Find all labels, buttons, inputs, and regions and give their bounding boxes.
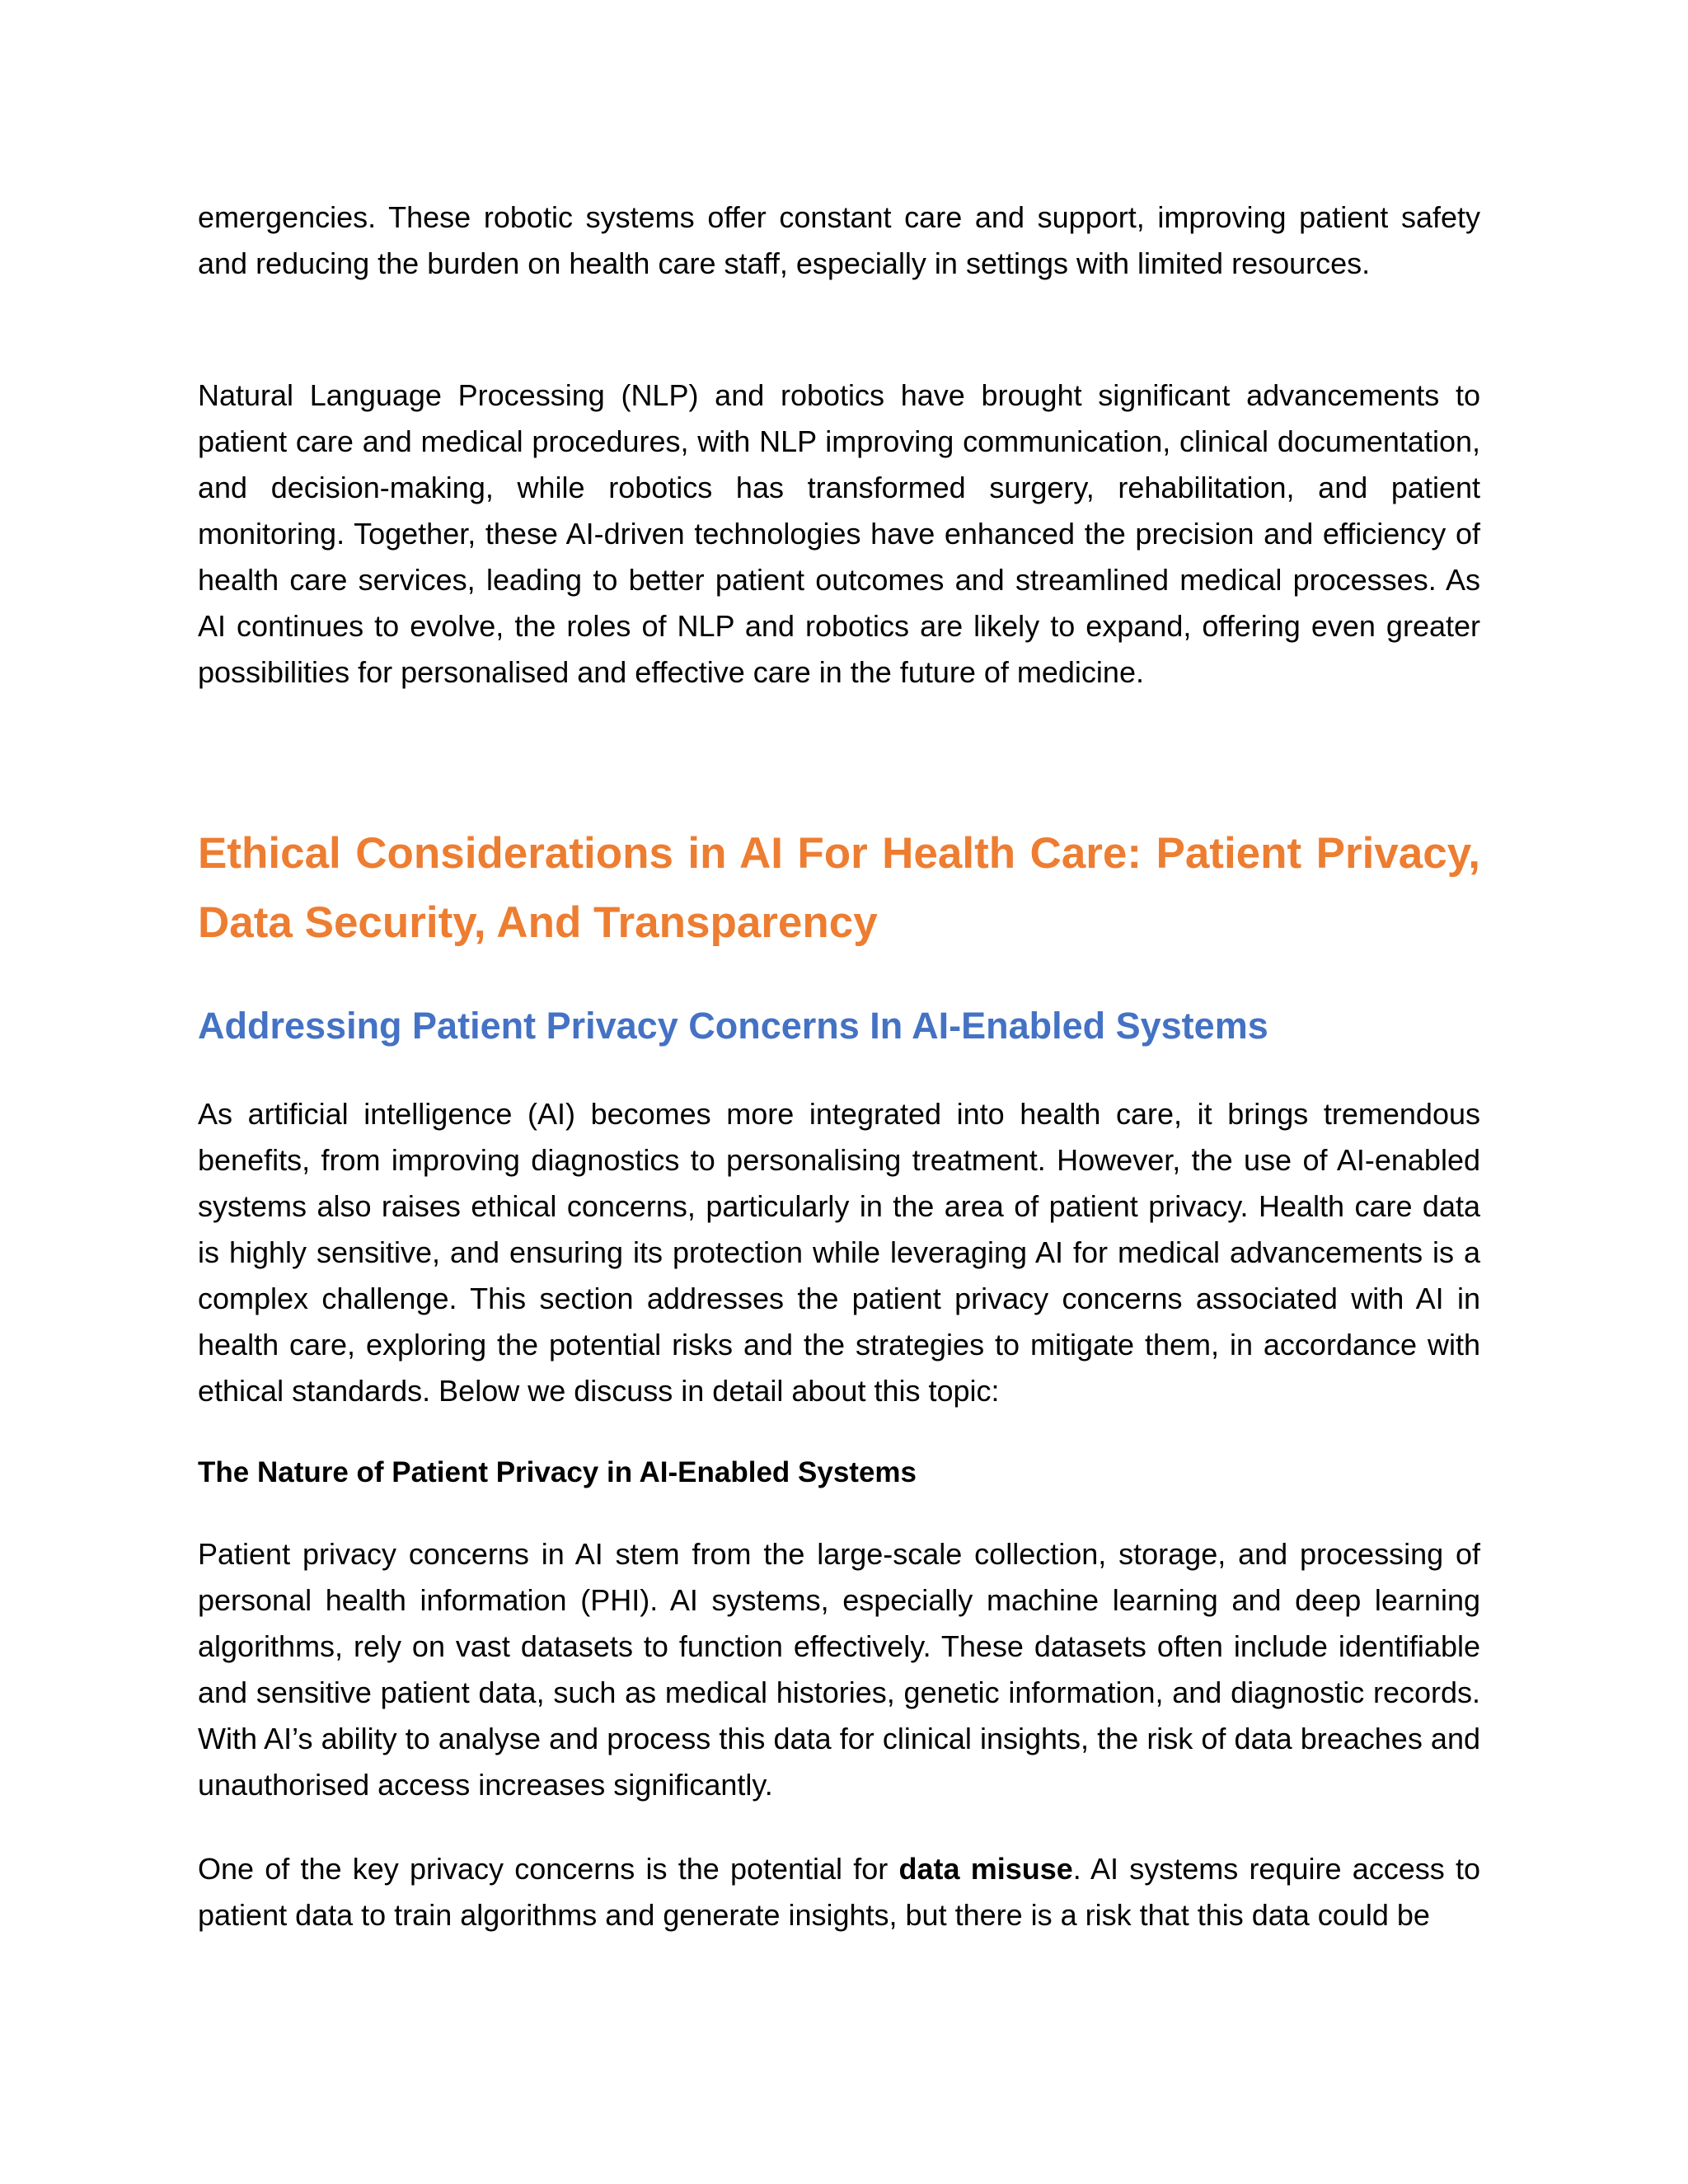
document-page [198,194,1480,1938]
text-run: One of the key privacy concerns is the potential for [198,1852,899,1886]
spacer [198,958,1480,1001]
subsection-heading-patient-privacy: Addressing Patient Privacy Concerns In AI-Enabled Systems [198,1005,1268,1047]
paragraph-privacy-concerns-phi: Patient privacy concerns in AI stem from the large-scale collection, storage, and processing of personal health information (PHI). AI systems, especially machine learning and deep learning algorithms, rely on vast datasets to function effectively. These datasets often include identifiable and sensitive patient data, such as medical histories, genetic information, and diagnostic records. With AI’s ability to analyse and process this data for clinical insights, the risk of data breaches and unauthorised access increases significantly. [198,1537,1480,1802]
paragraph-ai-integration-privacy: As artificial intelligence (AI) becomes more integrated into health care, it brings tremendous benefits, from improving diagnostics to personalising treatment. However, the use of AI-enabled systems also raises ethical concerns, particularly in the area of patient privacy. Health care data is highly sensitive, and ensuring its protection while leveraging AI for medical advancements is a complex challenge. This section addresses the patient privacy concerns associated with AI in health care, exploring the potential risks and the strategies to mitigate them, in accordance with ethical standards. Below we discuss in detail about this topic: [198,1097,1480,1408]
paragraph-data-misuse [198,1846,1480,1938]
spacer [198,696,1480,819]
paragraph-robotic-systems: emergencies. These robotic systems offer constant care and support, improving patient safety and reducing the burden on health care staff, especially in settings with limited resources. [198,200,1480,280]
spacer [198,1052,1480,1091]
text-run: . AI systems require access to patient data to train algorithms and generate insights, but there is a risk that this data could be [198,1852,1480,1932]
subheading-nature-of-privacy: The Nature of Patient Privacy in AI-Enabled Systems [198,1456,917,1488]
spacer [198,1414,1480,1452]
bold-term-data-misuse: data misuse [898,1852,1073,1886]
spacer [198,287,1480,373]
spacer [198,1808,1480,1846]
section-heading-ethical-considerations: Ethical Considerations in AI For Health Care: Patient Privacy, Data Security, And Transparency [198,829,1480,947]
spacer [198,1493,1480,1531]
paragraph-nlp-robotics-summary: Natural Language Processing (NLP) and robotics have brought significant advancements to patient care and medical procedures, with NLP improving communication, clinical documentation, and decision-making, while robotics has transformed surgery, rehabilitation, and patient monitoring. Together, these AI-driven technologies have enhanced the precision and efficiency of health care services, leading to better patient outcomes and streamlined medical processes. As AI continues to evolve, the roles of NLP and robotics are likely to expand, offering even greater possibilities for personalised and effective care in the future of medicine. [198,378,1480,689]
